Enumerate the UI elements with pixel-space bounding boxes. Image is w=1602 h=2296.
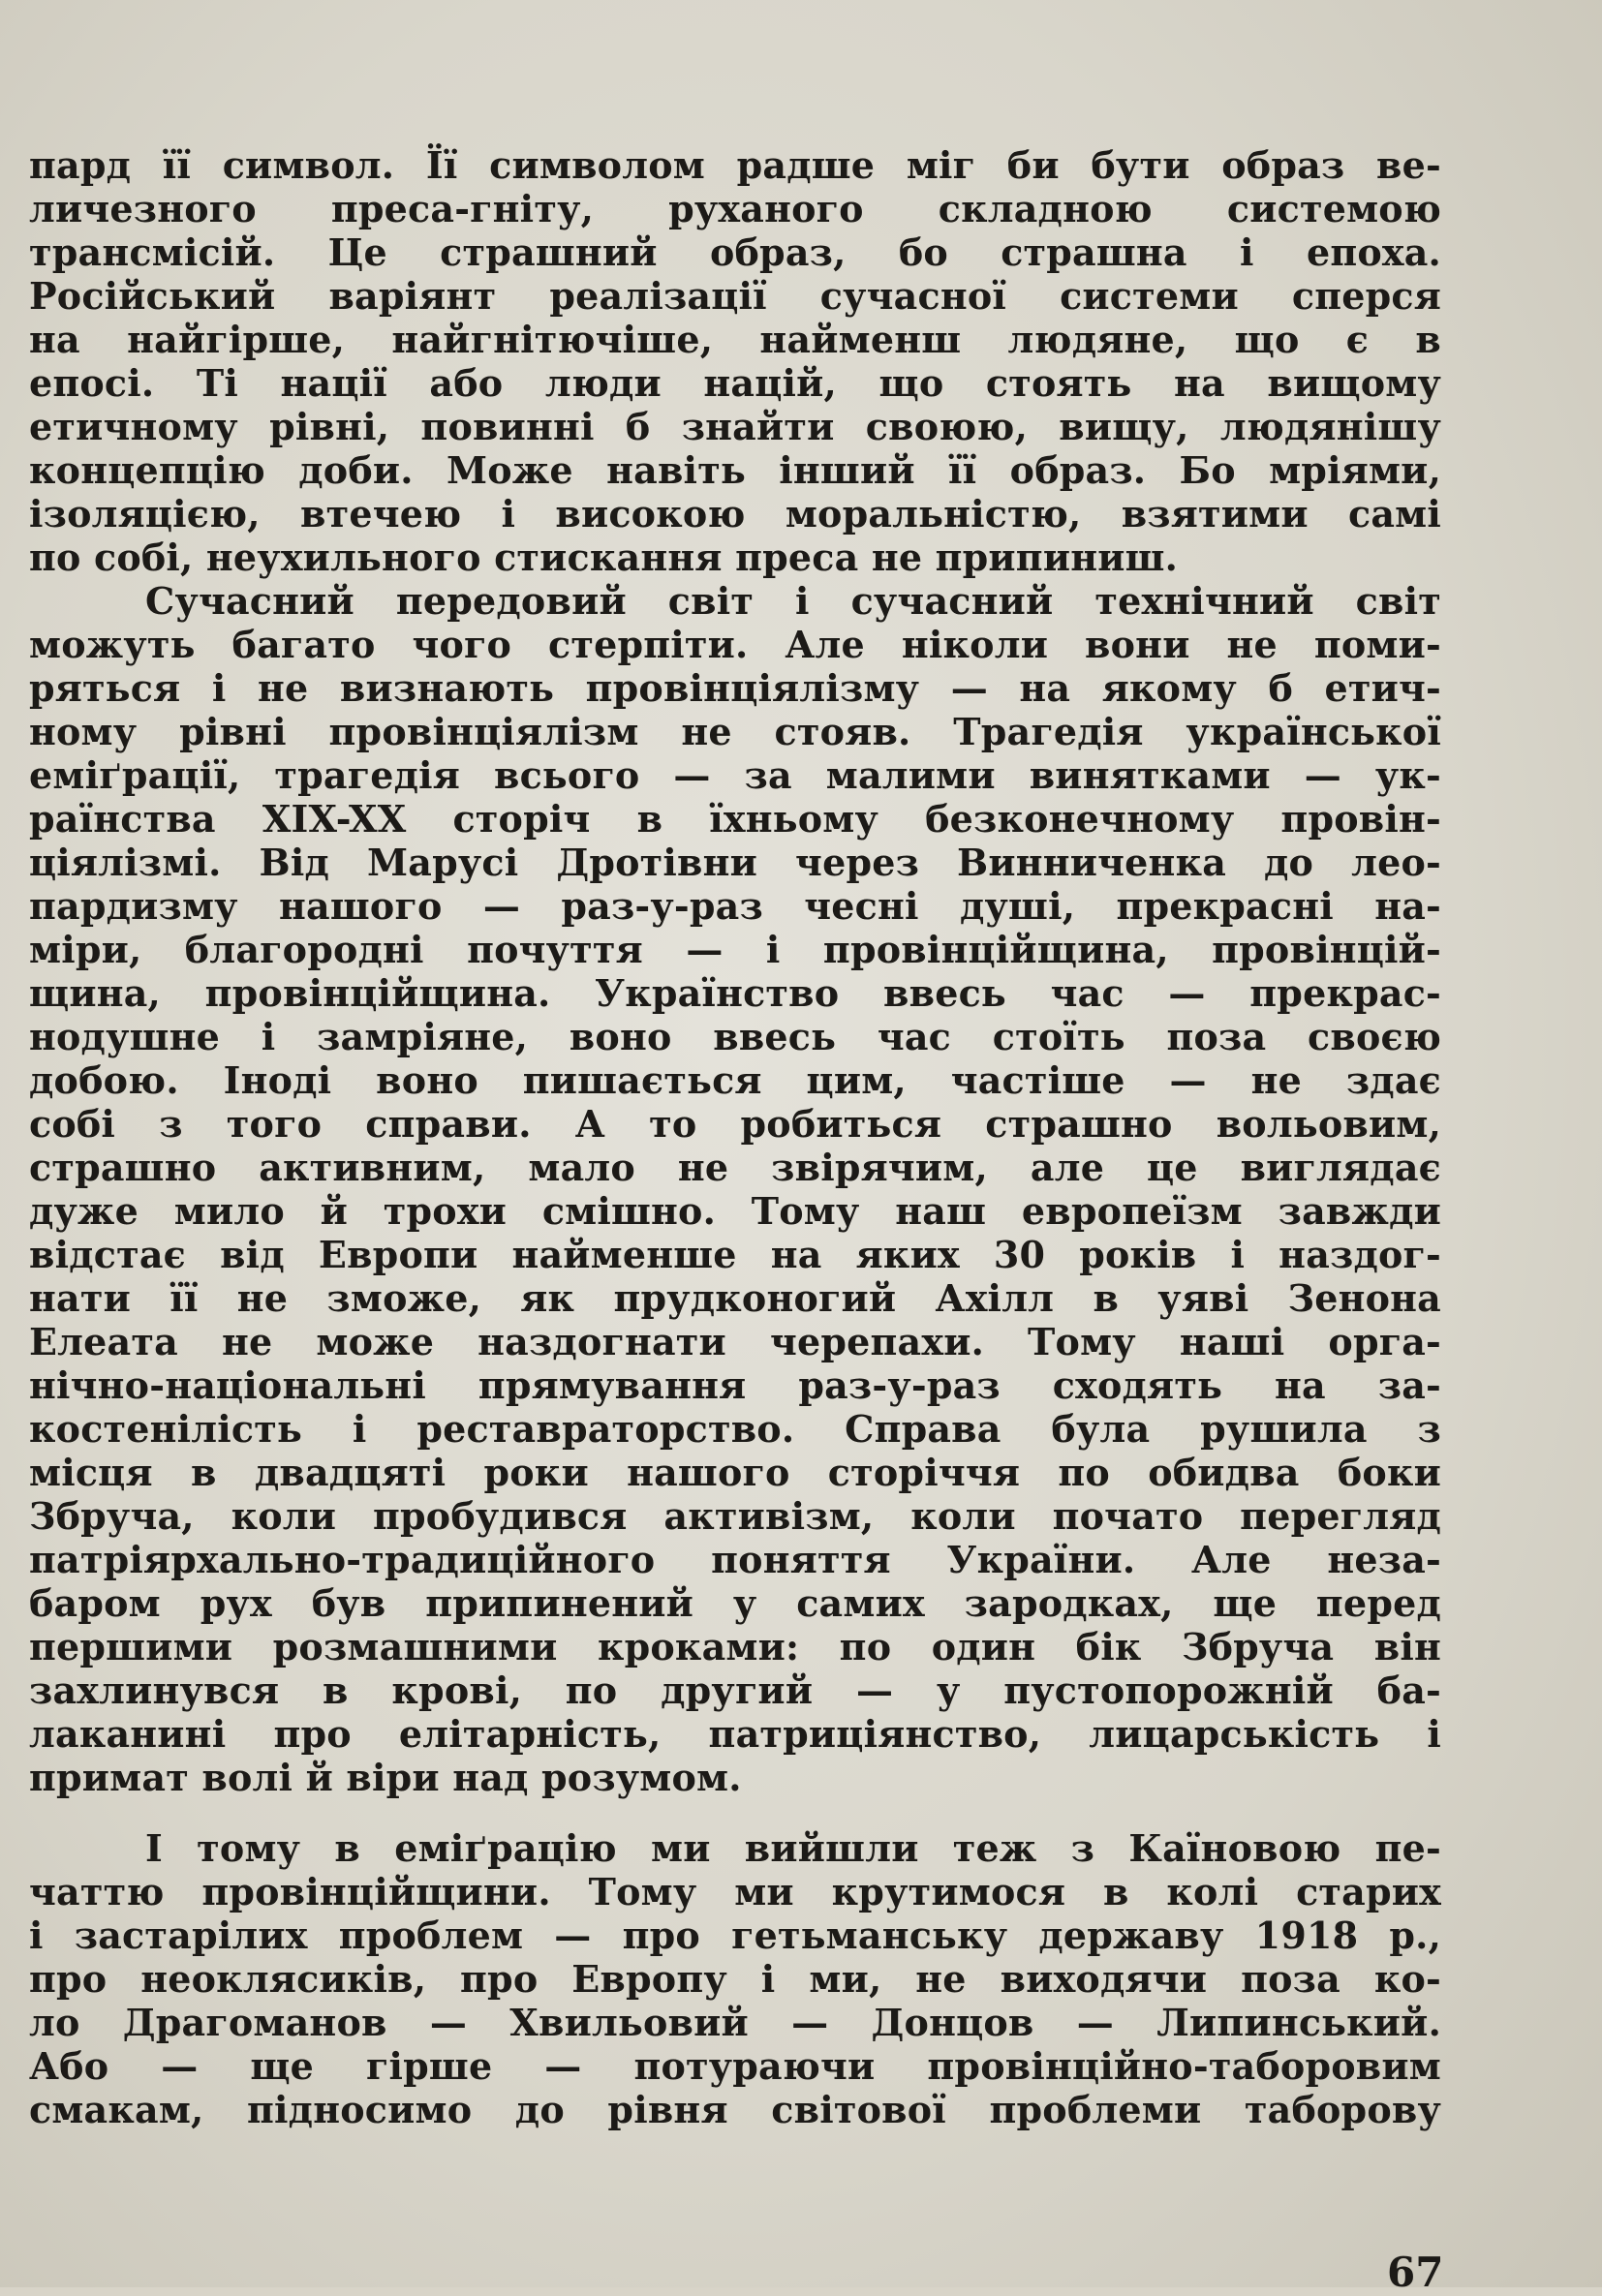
text-line: смакам, підносимо до рівня світової проблеми таборову xyxy=(29,2088,1441,2131)
text-line: баром рух був припинений у самих зародках, ще перед xyxy=(29,1581,1441,1625)
text-line: дуже мило й трохи смішно. Тому наш европеїзм завжди xyxy=(29,1189,1441,1233)
text-line: костенілість і реставраторство. Справа була рушила з xyxy=(29,1407,1441,1451)
text-line: міри, благородні почуття — і провінційщина, провінцій- xyxy=(29,928,1441,971)
text-line: лаканині про елітарність, патриціянство, лицарськість і xyxy=(29,1712,1441,1756)
text-line: епосі. Ті нації або люди націй, що стоять на вищому xyxy=(29,361,1441,405)
text-line: пардизму нашого — раз-у-раз чесні душі, прекрасні на- xyxy=(29,884,1441,928)
text-line: трансмісій. Це страшний образ, бо страшна і епоха. xyxy=(29,230,1441,274)
text-line: ціялізмі. Від Марусі Дротівни через Винниченка до лео- xyxy=(29,841,1441,884)
text-line: Збруча, коли пробудився активізм, коли почато перегляд xyxy=(29,1494,1441,1538)
text-line: патріярхально-традиційного поняття України. Але неза- xyxy=(29,1538,1441,1581)
text-line: примат волі й віри над розумом. xyxy=(29,1756,742,1799)
text-line: еміґрації, трагедія всього — за малими винятками — ук- xyxy=(29,753,1441,797)
text-line: на найгірше, найгнітючіше, найменш людяне, що є в xyxy=(29,318,1441,361)
text-line: нати її не зможе, як прудконогий Ахілл в уяві Зенона xyxy=(29,1276,1441,1320)
text-line: ряться і не визнають провінціялізму — на якому б етич- xyxy=(29,666,1441,710)
text-line: страшно активним, мало не звірячим, але це виглядає xyxy=(29,1146,1441,1189)
text-line: ізоляцією, втечею і високою моральністю, взятими самі xyxy=(29,492,1441,536)
text-line: раїнства XIX-XX сторіч в їхньому безконечному провін- xyxy=(29,797,1441,841)
paragraph-1 xyxy=(29,143,1441,579)
text-line: чаттю провінційщини. Тому ми крутимося в колі старих xyxy=(29,1870,1441,1913)
paragraph-2 xyxy=(29,579,1441,1799)
text-line: Російський варіянт реалізації сучасної системи сперся xyxy=(29,274,1441,318)
text-line: і застарілих проблем — про гетьманську державу 1918 р., xyxy=(29,1913,1441,1957)
paragraph-spacer xyxy=(29,1799,1441,1826)
text-line: місця в двадцяті роки нашого сторіччя по обидва боки xyxy=(29,1451,1441,1494)
text-line: пард її символ. Її символом радше міг би бути образ ве- xyxy=(29,143,1441,187)
text-line: ло Драгоманов — Хвильовий — Донцов — Липинський. xyxy=(29,2001,1441,2044)
text-line: Сучасний передовий світ і сучасний технічний світ xyxy=(145,579,1441,623)
text-line: по собі, неухильного стискання преса не припиниш. xyxy=(29,536,1179,579)
text-line: добою. Іноді воно пишається цим, частіше — не здає xyxy=(29,1058,1441,1102)
text-line: Елеата не може наздогнати черепахи. Тому наші орга- xyxy=(29,1320,1441,1363)
text-line: концепцію доби. Може навіть інший її образ. Бо мріями, xyxy=(29,448,1441,492)
text-line: нодушне і замріяне, воно ввесь час стоїть поза своєю xyxy=(29,1015,1441,1058)
text-line: собі з того справи. А то робиться страшно вольовим, xyxy=(29,1102,1441,1146)
text-line: личезного преса-гніту, руханого складною системою xyxy=(29,187,1441,230)
text-line: захлинувся в крові, по другий — у пустопорожній ба- xyxy=(29,1668,1441,1712)
text-line: відстає від Европи найменше на яких 30 років і наздог- xyxy=(29,1233,1441,1276)
text-line: щина, провінційщина. Українство ввесь час — прекрас- xyxy=(29,971,1441,1015)
text-line: про неоклясиків, про Европу і ми, не виходячи поза ко- xyxy=(29,1957,1441,2001)
text-line: Або — ще гірше — потураючи провінційно-таборовим xyxy=(29,2044,1441,2088)
paragraph-3 xyxy=(29,1826,1441,2131)
text-line: першими розмашними кроками: по один бік Збруча він xyxy=(29,1625,1441,1668)
text-line: етичному рівні, повинні б знайти своюю, вищу, людянішу xyxy=(29,405,1441,448)
body-text xyxy=(29,143,1441,2131)
page-number: 67 xyxy=(1387,2249,1444,2296)
text-line: нічно-національні прямування раз-у-раз сходять на за- xyxy=(29,1363,1441,1407)
text-line: І тому в еміґрацію ми вийшли теж з Каїновою пе- xyxy=(145,1826,1441,1870)
text-line: ному рівні провінціялізм не стояв. Трагедія української xyxy=(29,710,1441,753)
text-line: можуть багато чого стерпіти. Але ніколи вони не поми- xyxy=(29,623,1441,666)
